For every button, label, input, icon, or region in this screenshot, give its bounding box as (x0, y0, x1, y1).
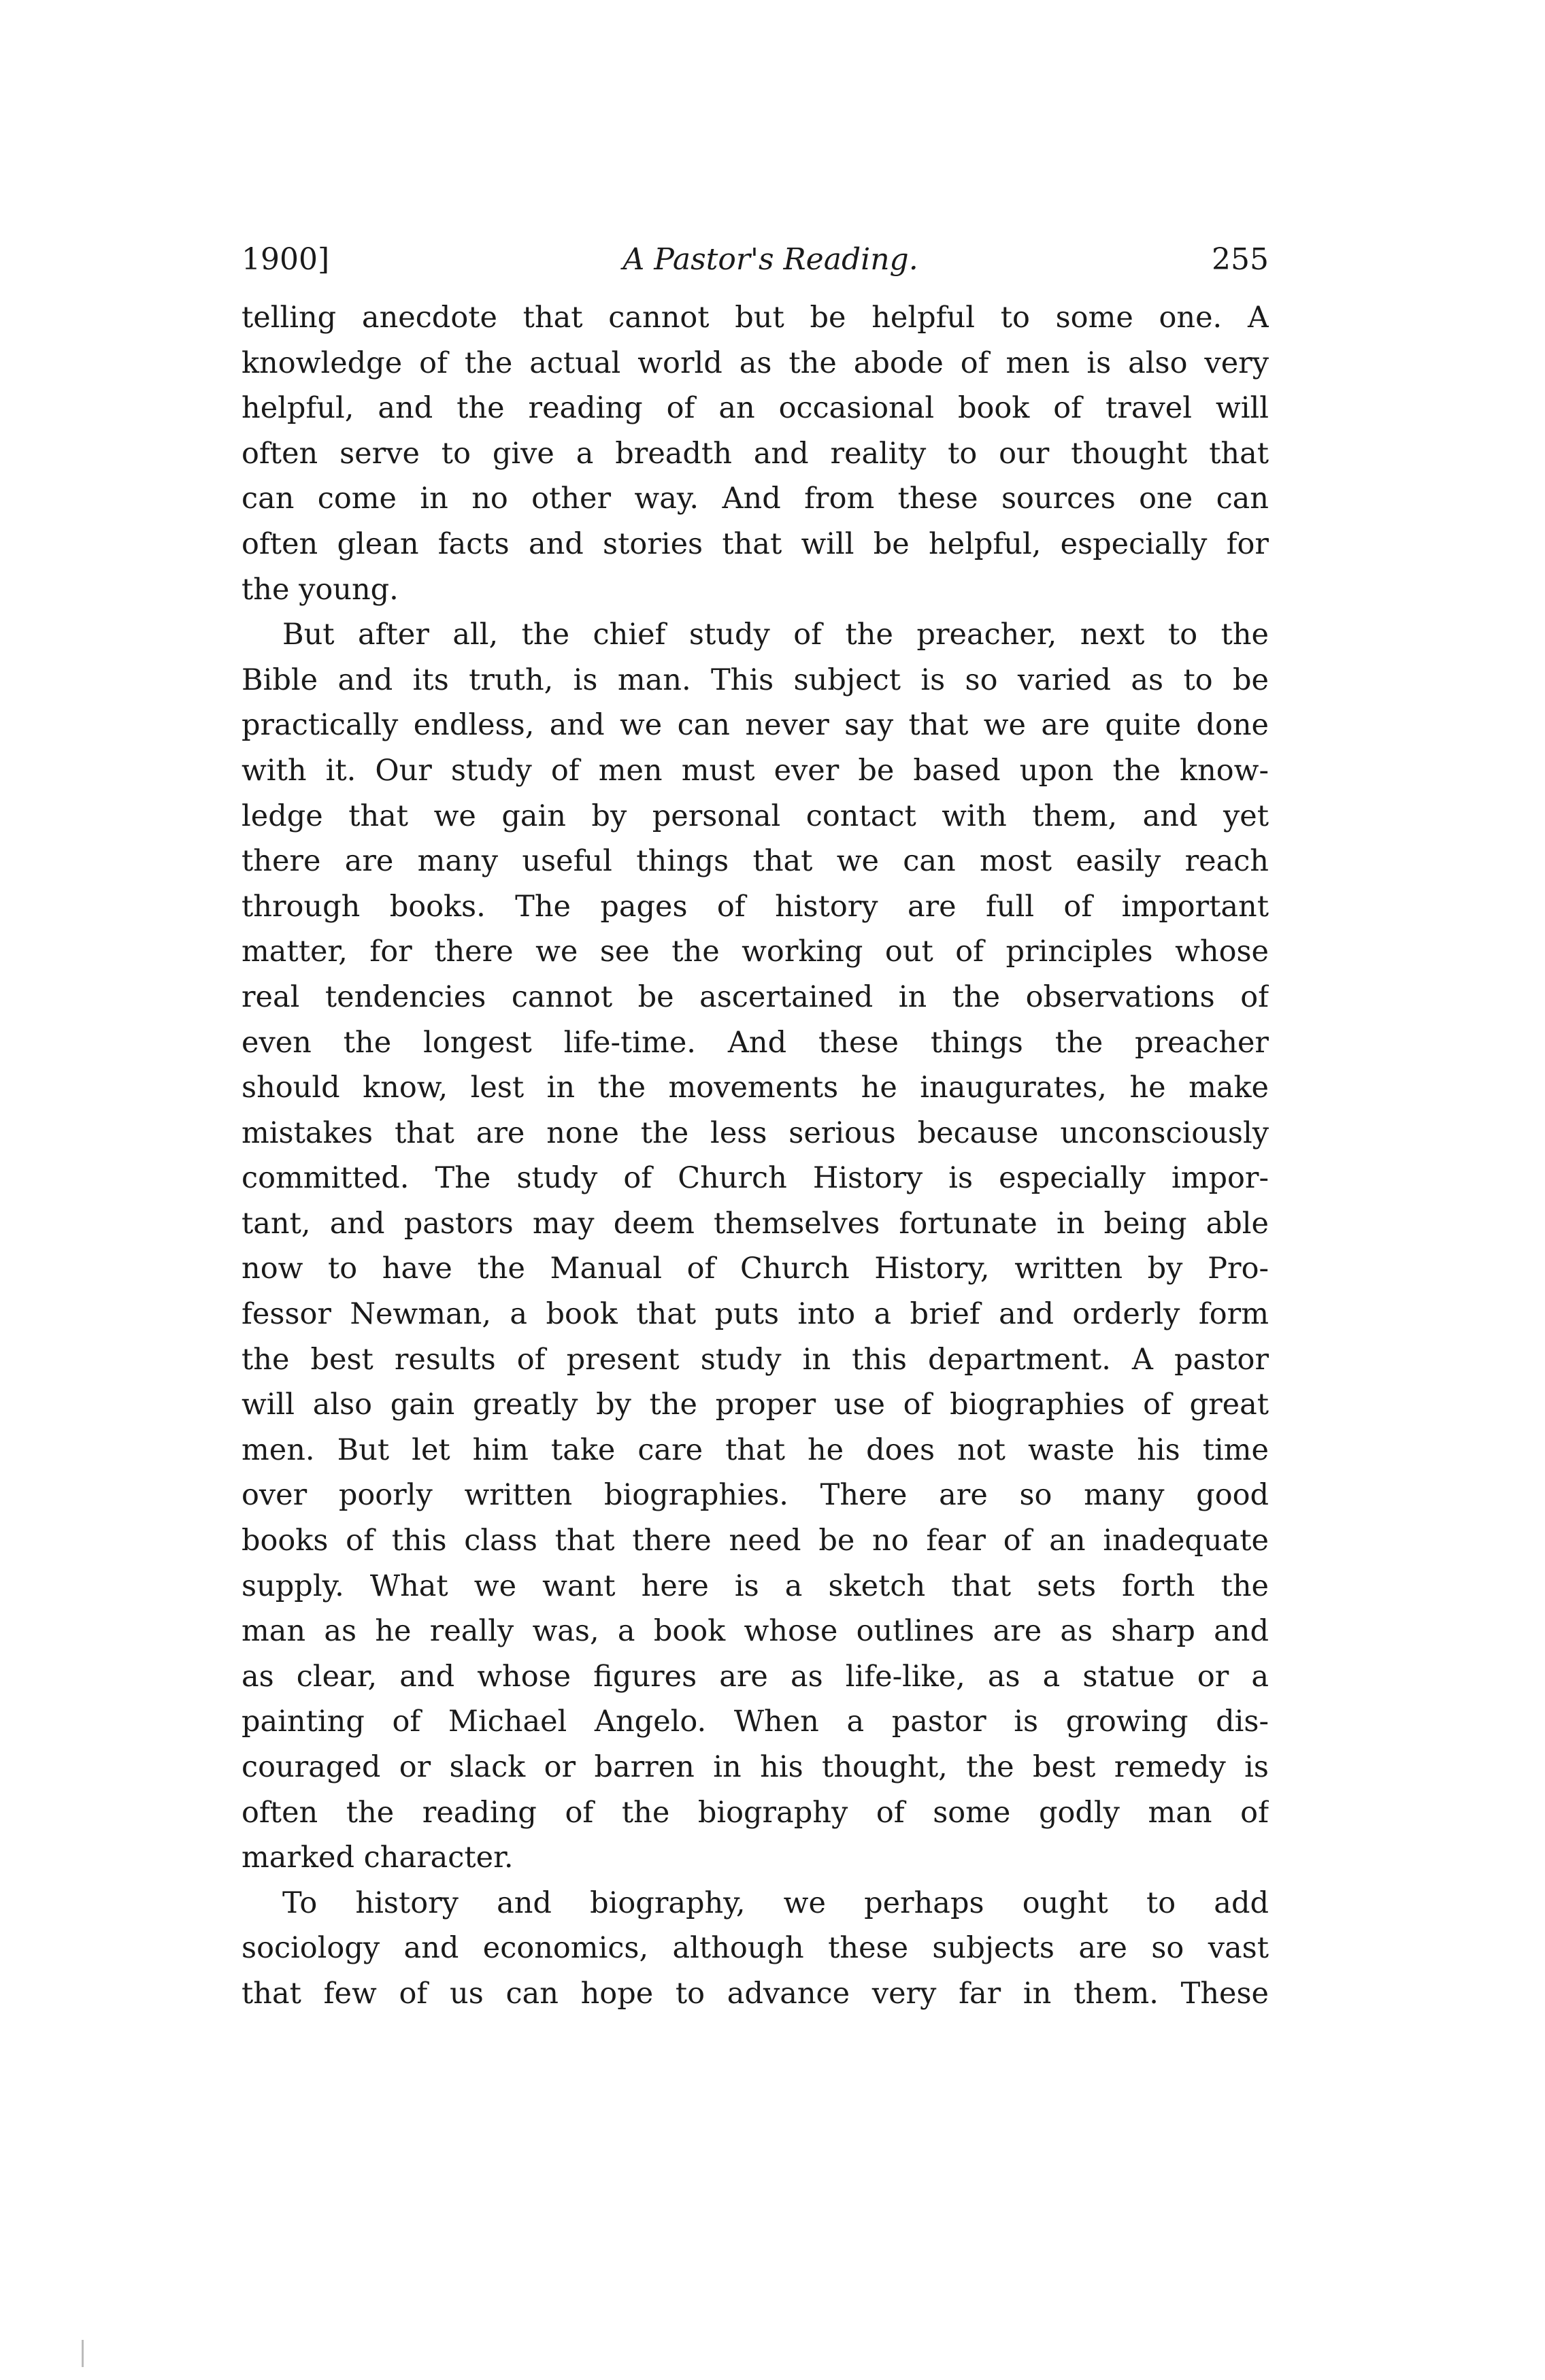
text-line: there are many useful things that we can most easily reach (242, 844, 1269, 879)
text-line: as clear, and whose figures are as life-like, as a statue or a (242, 1659, 1269, 1694)
text-line: mistakes that are none the less serious because unconsciously (242, 1116, 1269, 1150)
text-line: men. But let him take care that he does not waste his time (242, 1432, 1269, 1467)
text-line: supply. What we want here is a sketch that sets forth the (242, 1569, 1269, 1603)
text-line: knowledge of the actual world as the abode of men is also very (242, 346, 1269, 380)
text-line: that few of us can hope to advance very far in them. These (242, 1976, 1269, 2011)
text-line: can come in no other way. And from these sources one can (242, 482, 1269, 516)
text-line: with it. Our study of men must ever be based upon the know- (242, 753, 1269, 788)
paragraph (242, 295, 1269, 612)
body-text (242, 295, 1269, 2017)
text-line: now to have the Manual of Church History, written by Pro- (242, 1252, 1269, 1286)
text-line: matter, for there we see the working out of principles whose (242, 935, 1269, 969)
running-head (242, 239, 1269, 287)
paragraph (242, 612, 1269, 1881)
text-line: the young. (242, 572, 399, 607)
text-line: painting of Michael Angelo. When a pastor is growing dis- (242, 1705, 1269, 1739)
paragraph (242, 1881, 1269, 2017)
text-line: ledge that we gain by personal contact with them, and yet (242, 799, 1269, 833)
text-line: should know, lest in the movements he inaugurates, he make (242, 1071, 1269, 1105)
text-line: books of this class that there need be no fear of an inadequate (242, 1524, 1269, 1558)
text-line: fessor Newman, a book that puts into a brief and orderly form (242, 1297, 1269, 1332)
page-number: 255 (1212, 242, 1269, 277)
text-line: To history and biography, we perhaps ought to add (282, 1885, 1269, 1920)
text-line: telling anecdote that cannot but be helpful to some one. A (242, 301, 1269, 335)
text-line: man as he really was, a book whose outlines are as sharp and (242, 1614, 1269, 1649)
text-line: But after all, the chief study of the preacher, next to the (282, 618, 1269, 652)
text-line: helpful, and the reading of an occasional book of travel will (242, 391, 1269, 426)
text-line: committed. The study of Church History is especially impor- (242, 1161, 1269, 1196)
text-line: the best results of present study in this department. A pastor (242, 1342, 1269, 1377)
text-line: practically endless, and we can never say that we are quite done (242, 708, 1269, 743)
text-line: couraged or slack or barren in his thought, the best remedy is (242, 1750, 1269, 1784)
text-line: over poorly written biographies. There are so many good (242, 1478, 1269, 1513)
text-line: real tendencies cannot be ascertained in the observations of (242, 979, 1269, 1014)
book-page (242, 239, 1269, 2017)
text-line: often the reading of the biography of some godly man of (242, 1795, 1269, 1830)
text-line: through books. The pages of history are full of important (242, 889, 1269, 924)
running-head-title: A Pastor's Reading. (622, 242, 918, 277)
text-line: often serve to give a breadth and reality to our thought that (242, 436, 1269, 471)
text-line: tant, and pastors may deem themselves fortunate in being able (242, 1206, 1269, 1241)
text-line: marked character. (242, 1841, 514, 1875)
text-line: sociology and economics, although these subjects are so vast (242, 1931, 1269, 1966)
text-line: will also gain greatly by the proper use of biographies of great (242, 1388, 1269, 1422)
text-line: even the longest life-time. And these things the preacher (242, 1025, 1269, 1060)
text-line: Bible and its truth, is man. This subject is so varied as to be (242, 663, 1269, 697)
scan-edge-mark (82, 2340, 84, 2367)
running-head-year: 1900] (242, 242, 330, 277)
text-line: often glean facts and stories that will be helpful, especially for (242, 526, 1269, 561)
